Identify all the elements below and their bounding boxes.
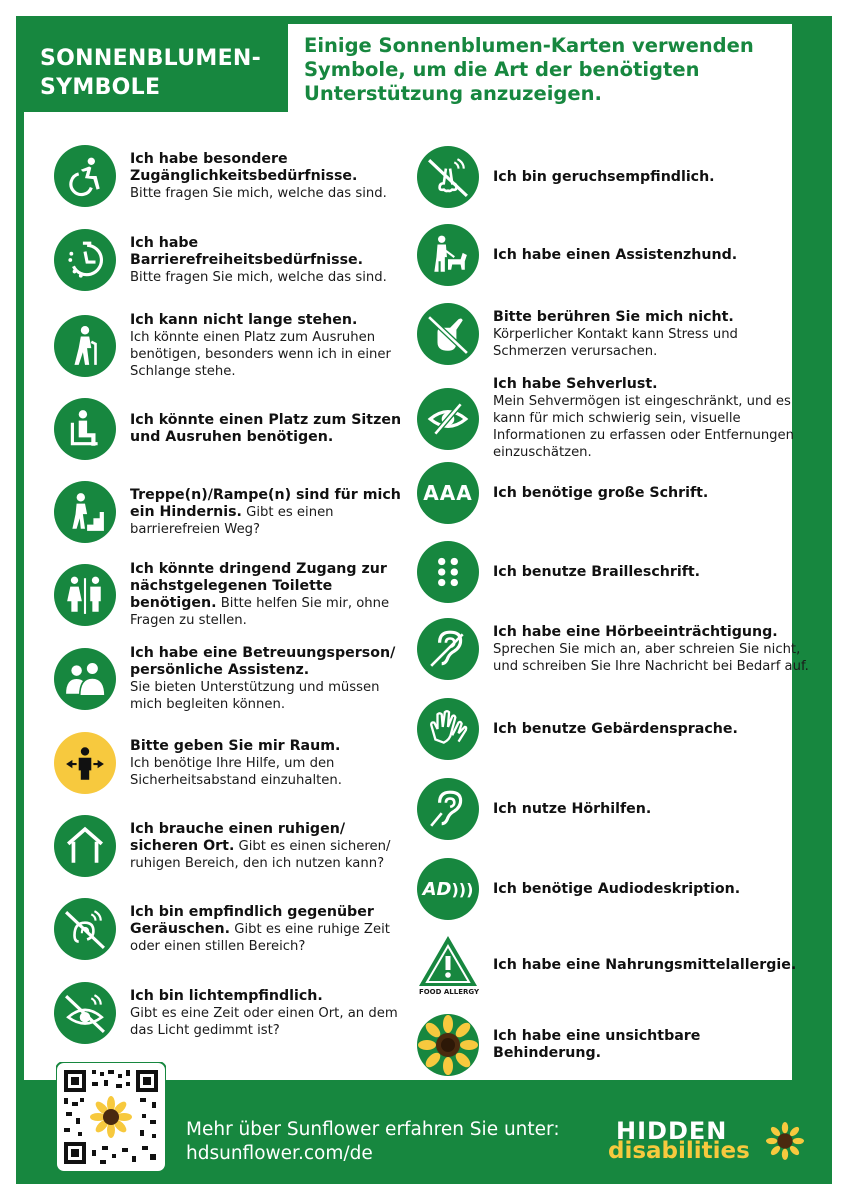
seated-person-icon [54, 398, 116, 460]
item-title: Ich benutze Gebärdensprache. [493, 720, 738, 737]
symbol-item-hearing-impaired [417, 618, 812, 680]
item-text: Bitte fragen Sie mich, welche das sind. [130, 269, 387, 285]
item-title: Ich habe eine Nahrungsmittelallergie. [493, 956, 797, 973]
item-title: Ich kann nicht lange stehen. [130, 312, 358, 328]
title-box [24, 24, 288, 120]
item-title: Ich benötige große Schrift. [493, 484, 709, 501]
page-subtitle: Einige Sonnenblumen-Karten verwenden Symbole, um die Art der benötigten Unterstützung anzuzeigen. [304, 34, 754, 105]
noise-sensitive-icon [54, 898, 116, 960]
item-title: Ich nutze Hörhilfen. [493, 800, 652, 817]
symbol-item-stairs [54, 481, 414, 543]
symbol-item-hearing-aid [417, 778, 812, 840]
symbol-item-toilet [54, 561, 414, 629]
item-title: Ich bin lichtempfindlich. [130, 987, 323, 1004]
brand-sunflower-icon [766, 1122, 804, 1160]
sound-waves-icon: ))) [451, 879, 474, 899]
item-text: Sprechen Sie mich an, aber schreien Sie nicht, und schreiben Sie Ihre Nachricht bei Bedarf auf. [493, 641, 809, 674]
hidden-disabilities-logo [608, 1118, 818, 1170]
item-title: Ich habe eine Betreuungsperson/ persönliche Assistenz. [130, 645, 396, 678]
item-title: Ich habe Barrierefreiheitsbedürfnisse. [130, 234, 364, 268]
sight-loss-icon [417, 388, 479, 450]
symbol-item-large-print [417, 462, 812, 524]
item-text: Gibt es eine ruhige Zeit oder einen stillen Bereich? [130, 921, 390, 954]
audio-description-letters: AD [422, 878, 452, 900]
symbol-item-sign-language [417, 698, 812, 760]
symbol-item-barrier-free [54, 229, 414, 291]
qr-code[interactable] [56, 1062, 166, 1172]
item-text: Bitte helfen Sie mir, ohne Fragen zu stellen. [130, 596, 390, 628]
audio-description-icon [417, 858, 479, 920]
braille-icon [417, 541, 479, 603]
item-title: Bitte geben Sie mir Raum. [130, 737, 341, 754]
brand-top: HIDDEN [616, 1117, 728, 1145]
toilet-icon [54, 564, 116, 626]
item-title: Ich bin empfindlich gegenüber Geräuschen. [130, 903, 374, 937]
symbol-item-assistance-dog [417, 224, 812, 286]
symbol-item-sight-loss [417, 376, 812, 461]
item-title: Treppe(n)/Rampe(n) sind für mich ein Hindernis. [130, 486, 401, 520]
symbol-item-invisible-disability [417, 1014, 812, 1076]
assistance-dog-icon [417, 224, 479, 286]
item-text: Mein Sehvermögen ist eingeschränkt, und es kann für mich schwierig sein, visuelle Informationen zu erfassen oder Entfernungen einzuschätzen. [493, 394, 795, 460]
subtitle-box [288, 24, 792, 124]
item-title: Bitte berühren Sie mich nicht. [493, 308, 734, 325]
hearing-aid-icon [417, 778, 479, 840]
item-title: Ich benutze Brailleschrift. [493, 563, 701, 580]
item-title: Ich habe besondere Zugänglichkeitsbedürfnisse. [130, 150, 358, 184]
symbol-item-companion [54, 645, 414, 713]
sign-language-icon [417, 698, 479, 760]
symbol-item-audio-description [417, 858, 812, 920]
symbol-item-wheelchair [54, 145, 414, 207]
barrier-free-clock-icon [54, 229, 116, 291]
symbol-item-quiet-place [54, 815, 414, 877]
large-print-icon [417, 462, 479, 524]
large-print-letters: AAA [423, 481, 473, 505]
quiet-place-house-icon [54, 815, 116, 877]
food-allergy-label: FOOD ALLERGY [418, 988, 480, 996]
companion-icon [54, 648, 116, 710]
symbol-item-light-sensitive [54, 982, 414, 1044]
footer-text: Mehr über Sunflower erfahren Sie unter: hdsunflower.com/de [186, 1119, 560, 1164]
no-touch-icon [417, 303, 479, 365]
page-title: SONNENBLUMEN- SYMBOLE [40, 46, 262, 100]
brand-bottom: disabilities [608, 1138, 750, 1164]
item-title: Ich könnte dringend Zugang zur nächstgelegenen Toilette benötigen. [130, 561, 387, 611]
sunflower-icon [417, 1014, 479, 1076]
item-text: Ich könnte einen Platz zum Ausruhen benötigen, besonders wenn ich in einer Schlange stehe. [130, 330, 391, 379]
item-title: Ich könnte einen Platz zum Sitzen und Ausruhen benötigen. [130, 412, 402, 445]
item-text: Bitte fragen Sie mich, welche das sind. [130, 185, 387, 201]
symbol-item-cannot-stand [54, 312, 414, 380]
symbol-item-food-allergy [417, 934, 812, 996]
item-title: Ich benötige Audiodeskription. [493, 880, 741, 897]
symbol-item-noise-sensitive [54, 898, 414, 960]
smell-sensitive-icon [417, 146, 479, 208]
item-text: Gibt es eine Zeit oder einen Ort, an dem das Licht gedimmt ist? [130, 1005, 398, 1038]
food-allergy-icon [417, 934, 479, 996]
light-sensitive-icon [54, 982, 116, 1044]
symbol-item-braille [417, 541, 812, 603]
item-text: Gibt es einen sicheren/ ruhigen Bereich, den ich nutzen kann? [130, 838, 391, 871]
item-title: Ich brauche einen ruhigen/ sicheren Ort. [130, 820, 345, 854]
item-text: Ich benötige Ihre Hilfe, um den Sicherheitsabstand einzuhalten. [130, 755, 342, 788]
symbol-item-personal-space [54, 732, 414, 794]
symbol-item-smell-sensitive [417, 146, 812, 208]
item-title: Ich bin geruchsempfindlich. [493, 168, 715, 185]
item-text: Gibt es einen barrierefreien Weg? [130, 504, 334, 537]
item-title: Ich habe eine Hörbeeinträchtigung. [493, 623, 778, 640]
item-text: Sie bieten Unterstützung und müssen mich begleiten können. [130, 680, 380, 712]
personal-space-icon [54, 732, 116, 794]
symbol-item-no-touch [417, 303, 812, 365]
hearing-impaired-icon [417, 618, 479, 680]
wheelchair-icon [54, 145, 116, 207]
item-title: Ich habe Sehverlust. [493, 376, 658, 392]
item-title: Ich habe einen Assistenzhund. [493, 246, 738, 263]
stairs-icon [54, 481, 116, 543]
person-with-cane-icon [54, 315, 116, 377]
item-text: Körperlicher Kontakt kann Stress und Schmerzen verursachen. [493, 326, 738, 359]
item-title: Ich habe eine unsichtbare Behinderung. [493, 1028, 701, 1061]
symbol-item-need-seat [54, 398, 414, 460]
